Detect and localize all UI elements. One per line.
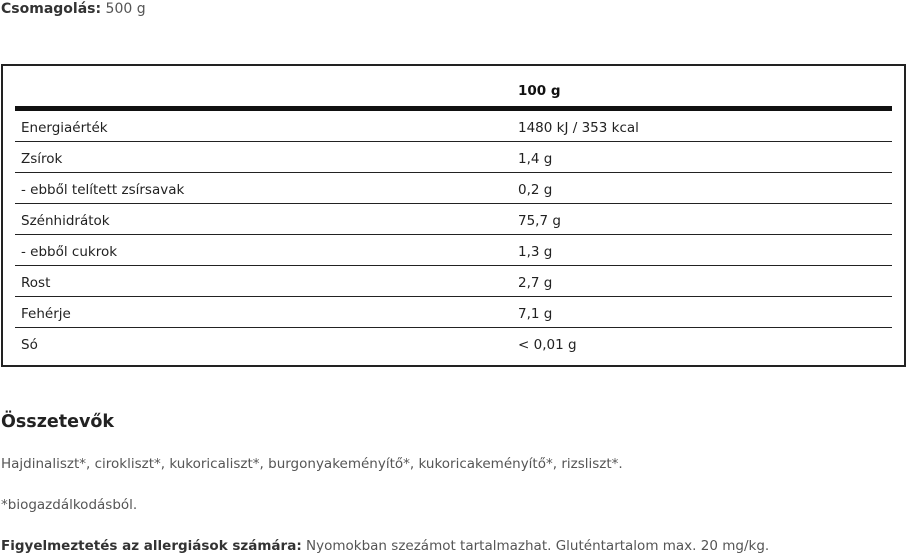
allergy-warning-text: Nyomokban szezámot tartalmazhat. Gluténtartalom max. 20 mg/kg. (306, 538, 770, 554)
nutrient-name: - ebből telített zsírsavak (21, 182, 185, 198)
table-row (15, 235, 892, 266)
nutrient-value: 75,7 g (518, 213, 561, 229)
column-header-per-100g: 100 g (518, 83, 561, 99)
table-row (15, 204, 892, 235)
nutrient-name: Fehérje (21, 306, 71, 322)
nutrient-value: 7,1 g (518, 306, 553, 322)
nutrient-name: Zsírok (21, 151, 63, 167)
nutrient-value: 1,4 g (518, 151, 553, 167)
allergy-warning-label: Figyelmeztetés az allergiások számára: (1, 538, 302, 554)
table-row (15, 297, 892, 328)
table-row (15, 111, 892, 142)
nutrition-table (1, 64, 906, 367)
allergy-warning (1, 537, 769, 555)
nutrient-value: 1480 kJ / 353 kcal (518, 120, 639, 136)
packaging-value: 500 g (105, 1, 146, 17)
packaging-label: Csomagolás: (1, 1, 102, 17)
table-row (15, 173, 892, 204)
nutrient-name: Energiaérték (21, 120, 108, 136)
ingredients-list: Hajdinaliszt*, cirokliszt*, kukoricaliszt*, burgonyakeményítő*, kukoricakeményítő*, rizsliszt*. (1, 456, 623, 472)
nutrition-rows (15, 111, 892, 359)
nutrient-name: Rost (21, 275, 51, 291)
nutrient-name: Só (21, 337, 38, 353)
packaging-info (1, 0, 146, 18)
nutrient-value: 2,7 g (518, 275, 553, 291)
ingredients-heading: Összetevők (1, 412, 115, 432)
nutrient-value: 0,2 g (518, 182, 553, 198)
nutrient-name: Szénhidrátok (21, 213, 110, 229)
nutrient-value: 1,3 g (518, 244, 553, 260)
organic-note: *biogazdálkodásból. (1, 497, 138, 513)
table-row (15, 266, 892, 297)
nutrient-name: - ebből cukrok (21, 244, 118, 260)
nutrient-value: < 0,01 g (518, 337, 577, 353)
table-row (15, 328, 892, 359)
nutrition-table-header (15, 66, 892, 106)
table-row (15, 142, 892, 173)
